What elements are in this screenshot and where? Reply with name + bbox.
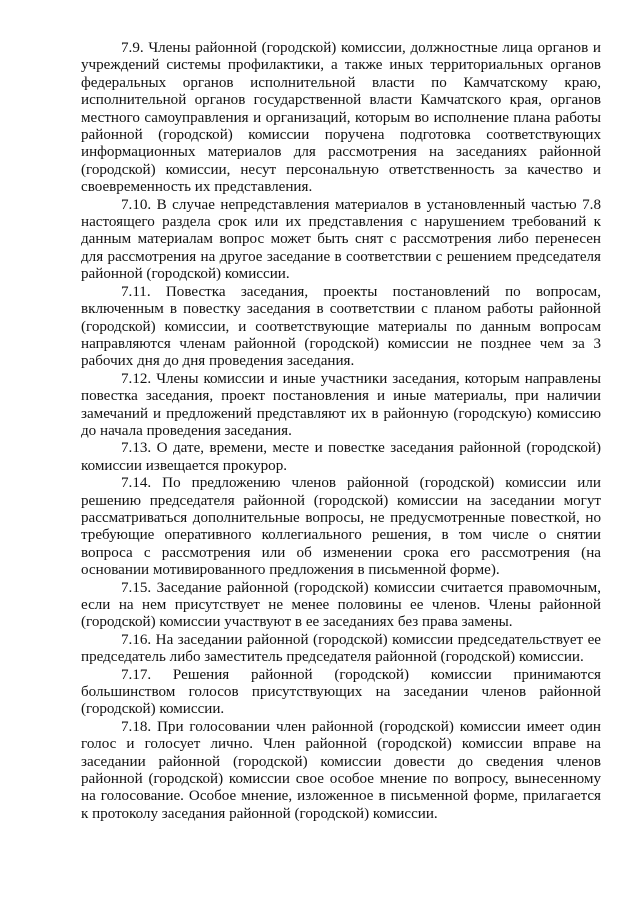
- paragraph-7-11: 7.11. Повестка заседания, проекты постановлений по вопросам, включенным в повестку заседания в соответствии с планом работы районной (городской) комиссии, и соответствующие материалы по данным вопросам направляются членам районной (городской) комиссии не позднее чем за 3 рабочих дня до дня проведения заседания.: [81, 283, 601, 370]
- paragraph-7-10: 7.10. В случае непредставления материалов в установленный частью 7.8 настоящего раздела срок или их представления с нарушением требований к данным материалам вопрос может быть снят с рассмотрения либо перенесен для рассмотрения на другое заседание в соответствии с решением председателя районной (городской) комиссии.: [81, 196, 601, 283]
- paragraph-7-15: 7.15. Заседание районной (городской) комиссии считается правомочным, если на нем присутствует не менее половины ее членов. Члены районной (городской) комиссии участвуют в ее заседаниях без права замены.: [81, 579, 601, 631]
- document-body: [81, 40, 601, 823]
- paragraph-7-13: 7.13. О дате, времени, месте и повестке заседания районной (городской) комиссии извещается прокурор.: [81, 440, 601, 474]
- paragraph-7-16: 7.16. На заседании районной (городской) комиссии председательствует ее председатель либо заместитель председателя районной (городской) комиссии.: [81, 631, 601, 666]
- paragraph-7-17: 7.17. Решения районной (городской) комиссии принимаются большинством голосов присутствующих на заседании членов районной (городской) комиссии.: [81, 666, 601, 718]
- paragraph-7-12: 7.12. Члены комиссии и иные участники заседания, которым направлены повестка заседания, проект постановления и иные материалы, при наличии замечаний и предложений представляют их в районную (городскую) комиссию до начала проведения заседания.: [81, 370, 601, 439]
- paragraph-7-9: 7.9. Члены районной (городской) комиссии, должностные лица органов и учреждений системы профилактики, а также иных территориальных органов федеральных органов исполнительной власти по Камчатскому краю, исполнительной органов государственной власти Камчатского края, органов местного самоуправления и организаций, которым во исполнение плана работы районной (городской) комиссии поручена подготовка соответствующих информационных материалов для рассмотрения на заседаниях районной (городской) комиссии, несут персональную ответственность за качество и своевременность их представления.: [81, 40, 601, 196]
- paragraph-7-14: 7.14. По предложению членов районной (городской) комиссии или решению председателя районной (городской) комиссии на заседании могут рассматриваться дополнительные вопросы, не предусмотренные повесткой, но требующие оперативного коллегиального решения, в том числе о снятии вопроса с рассмотрения или об изменении срока его рассмотрения (на основании мотивированного предложения в письменной форме).: [81, 475, 601, 579]
- paragraph-7-18: 7.18. При голосовании член районной (городской) комиссии имеет один голос и голосует лично. Член районной (городской) комиссии вправе на заседании районной (городской) комиссии довести до сведения членов районной (городской) комиссии свое особое мнение по вопросу, вынесенному на голосование. Особое мнение, изложенное в письменной форме, прилагается к протоколу заседания районной (городской) комиссии.: [81, 718, 601, 822]
